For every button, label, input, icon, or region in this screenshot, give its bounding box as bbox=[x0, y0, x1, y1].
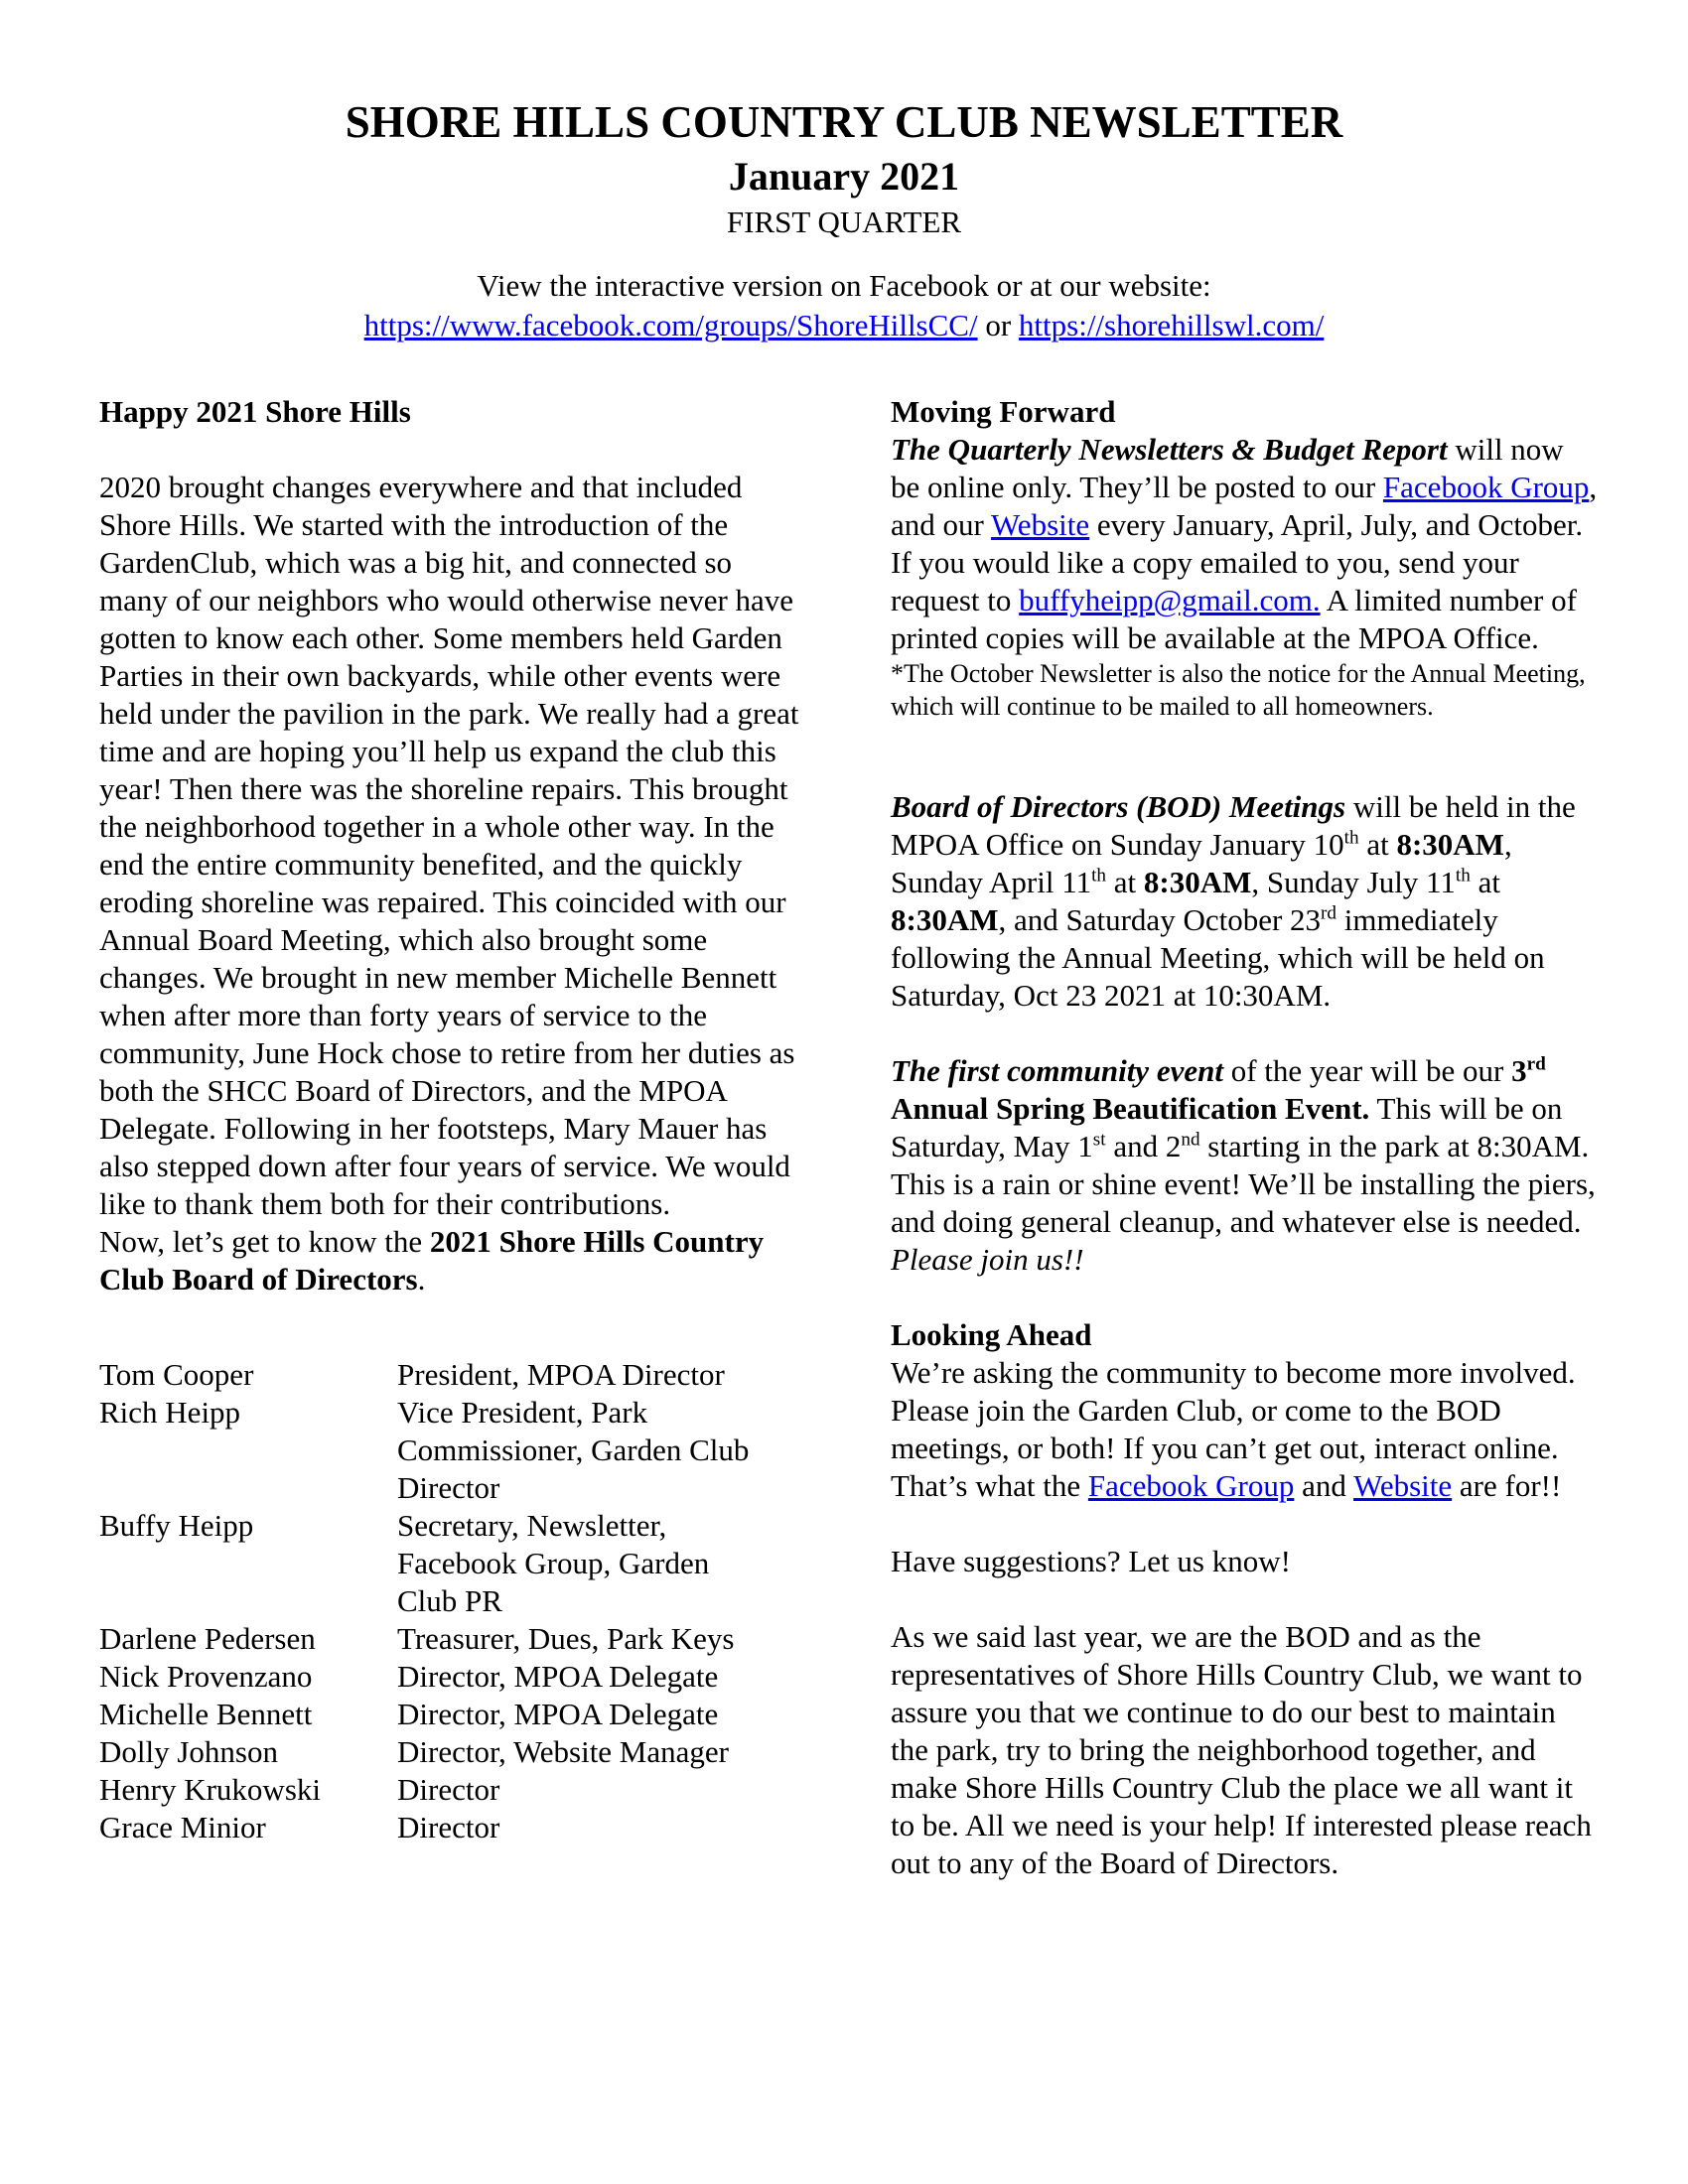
newsletter-title: SHORE HILLS COUNTRY CLUB NEWSLETTER bbox=[345, 97, 1343, 147]
text-run: st bbox=[1092, 1129, 1106, 1151]
director-row bbox=[99, 1620, 804, 1658]
text-run: 8:30AM bbox=[1396, 827, 1504, 862]
text-run: th bbox=[1455, 865, 1471, 887]
director-role: Director bbox=[397, 1772, 500, 1807]
text-run: Board of Directors (BOD) Meetings bbox=[891, 789, 1346, 824]
director-row bbox=[99, 1658, 804, 1696]
director-row bbox=[99, 1696, 804, 1733]
director-row bbox=[99, 1733, 804, 1771]
facebook-group-link[interactable]: Facebook Group bbox=[1382, 470, 1590, 504]
director-name: Michelle Bennett bbox=[99, 1697, 313, 1731]
director-name: Nick Provenzano bbox=[99, 1659, 313, 1694]
newsletter-quarter: FIRST QUARTER bbox=[726, 205, 962, 239]
website-link[interactable]: Website bbox=[991, 507, 1090, 542]
spacer bbox=[891, 1279, 1599, 1316]
bod-meetings-paragraph bbox=[891, 788, 1599, 1015]
text-run: . bbox=[417, 1262, 426, 1297]
intro-line: View the interactive version on Facebook or at our website: bbox=[477, 268, 1211, 303]
intro-links bbox=[0, 306, 1688, 345]
email-link[interactable]: buffyheipp@gmail.com. bbox=[1019, 583, 1321, 617]
director-row bbox=[99, 1771, 804, 1809]
director-name: Tom Cooper bbox=[99, 1357, 254, 1392]
left-column bbox=[99, 393, 804, 1882]
closing-paragraph: As we said last year, we are the BOD and as the representatives of Shore Hills Country Club, we want to assure you that we continue to do our best to maintain the park, try to bring the neighborhood together, and make Shore Hills Country Club the place we all want it to be. All we need is your help! If interested please reach out to any of the Board of Directors. bbox=[891, 1619, 1592, 1880]
director-row bbox=[99, 1809, 804, 1846]
text-run: th bbox=[1091, 865, 1107, 887]
director-row bbox=[99, 1394, 804, 1507]
text-run: A limited number of printed copies will be available at the MPOA Office. bbox=[891, 583, 1577, 655]
happy-2021-paragraph bbox=[99, 469, 804, 1298]
text-run: , Sunday July 11 bbox=[1251, 865, 1456, 899]
director-row bbox=[99, 1356, 804, 1394]
director-role: President, MPOA Director bbox=[397, 1357, 725, 1392]
text-run: , and our bbox=[891, 470, 1598, 542]
text-run: The first community event bbox=[891, 1053, 1223, 1088]
director-role: Director, Website Manager bbox=[397, 1734, 729, 1769]
director-role: Vice President, Park Commissioner, Garden Club Director bbox=[397, 1395, 750, 1505]
director-name: Rich Heipp bbox=[99, 1395, 241, 1430]
text-run: th bbox=[1343, 827, 1359, 849]
director-role: Treasurer, Dues, Park Keys bbox=[397, 1621, 735, 1656]
text-run: at bbox=[1106, 865, 1144, 899]
link-separator: or bbox=[977, 308, 1019, 342]
directors-list bbox=[99, 1356, 804, 1846]
text-run: rd bbox=[1526, 1053, 1546, 1075]
text-run: We’re asking the community to become more involved. Please join the Garden Club, or come to the BOD meetings, or both! If you can’t get out, interact online. That’s what the bbox=[891, 1355, 1576, 1503]
director-name: Henry Krukowski bbox=[99, 1772, 321, 1807]
first-community-event-paragraph bbox=[891, 1052, 1599, 1279]
text-run: 2020 brought changes everywhere and that included Shore Hills. We started with the introduction of the GardenClub, which was a big hit, and connected so many of our neighbors who would otherwise never have gotten to know each other. Some members held Garden Parties in their own backyards, while other events were held under the pavilion in the park. We really had a great time and are hoping you’ll help us expand the club this year! Then there was the shoreline repairs. This brought the neighborhood together in a whole other way. In the end the entire community benefited, and the quickly eroding shoreline was repaired. This coincided with our Annual Board Meeting, which also brought some changes. We brought in new member Michelle Bennett when after more than forty years of service to the community, June Hock chose to retire from her duties as both the SHCC Board of Directors, and the MPOA Delegate. Following in her footsteps, Mary Mauer has also stepped down after four years of service. We would like to thank them both for their contributions. bbox=[99, 470, 799, 1221]
text-run: , and Saturday October 23 bbox=[998, 902, 1322, 937]
text-run: 3 bbox=[1511, 1053, 1527, 1088]
section-heading-happy-2021: Happy 2021 Shore Hills bbox=[99, 394, 411, 429]
text-run: will be held in the MPOA Office on Sunday January 10 bbox=[891, 789, 1576, 862]
director-role: Secretary, Newsletter, Facebook Group, Garden Club PR bbox=[397, 1508, 710, 1618]
facebook-group-link[interactable]: Facebook Group bbox=[1087, 1468, 1295, 1503]
director-role: Director bbox=[397, 1810, 500, 1844]
two-column-body bbox=[99, 393, 1599, 1882]
text-run: 2021 Shore Hills Country Club Board of Directors bbox=[99, 1224, 765, 1297]
spacer bbox=[891, 1580, 1599, 1618]
director-name: Buffy Heipp bbox=[99, 1508, 254, 1543]
spacer bbox=[891, 723, 1599, 788]
text-run: immediately following the Annual Meeting, which will be held on Saturday, Oct 23 2021 at 10:30AM. bbox=[891, 902, 1545, 1013]
text-run: 8:30AM bbox=[891, 902, 999, 937]
director-name: Grace Minior bbox=[99, 1810, 266, 1844]
text-run: rd bbox=[1321, 902, 1337, 924]
website-link[interactable]: Website bbox=[1353, 1468, 1453, 1503]
section-heading-looking-ahead: Looking Ahead bbox=[891, 1317, 1092, 1352]
text-run: every January, April, July, and October. If you would like a copy emailed to you, send your request to bbox=[891, 507, 1584, 617]
director-name: Dolly Johnson bbox=[99, 1734, 278, 1769]
text-run: Please join us!! bbox=[891, 1242, 1084, 1277]
website-url-link[interactable]: https://shorehillswl.com/ bbox=[1018, 308, 1325, 342]
suggestions-line: Have suggestions? Let us know! bbox=[891, 1544, 1291, 1578]
text-run: Now, let’s get to know the bbox=[99, 1224, 430, 1259]
looking-ahead-paragraph bbox=[891, 1354, 1599, 1505]
quarterly-newsletter-paragraph bbox=[891, 431, 1599, 657]
right-column bbox=[891, 393, 1599, 1882]
director-name: Darlene Pedersen bbox=[99, 1621, 316, 1656]
director-role: Director, MPOA Delegate bbox=[397, 1659, 719, 1694]
text-run: of the year will be our bbox=[1222, 1053, 1512, 1088]
newsletter-month: January 2021 bbox=[728, 154, 960, 199]
spacer bbox=[891, 1505, 1599, 1543]
facebook-group-url-link[interactable]: https://www.facebook.com/groups/ShoreHillsCC/ bbox=[363, 308, 978, 342]
text-run: and 2 bbox=[1105, 1129, 1182, 1163]
text-run: Annual Spring Beautification Event. bbox=[891, 1091, 1370, 1126]
text-run: 8:30AM bbox=[1143, 865, 1252, 899]
text-run: This will be on Saturday, May 1 bbox=[891, 1091, 1563, 1163]
text-run: starting in the park at 8:30AM. This is a rain or shine event! We’ll be installing the piers, and doing general cleanup, and whatever else is needed. bbox=[891, 1129, 1596, 1239]
spacer bbox=[99, 431, 804, 469]
director-role: Director, MPOA Delegate bbox=[397, 1697, 719, 1731]
director-row bbox=[99, 1507, 804, 1620]
text-run: nd bbox=[1181, 1129, 1200, 1151]
intro-block bbox=[0, 266, 1688, 345]
section-heading-moving-forward: Moving Forward bbox=[891, 394, 1116, 429]
text-run: The Quarterly Newsletters & Budget Report bbox=[891, 432, 1448, 467]
text-run: at bbox=[1358, 827, 1397, 862]
spacer bbox=[891, 1015, 1599, 1052]
newsletter-header bbox=[0, 0, 1688, 345]
text-run: and bbox=[1294, 1468, 1354, 1503]
text-run: are for!! bbox=[1452, 1468, 1562, 1503]
october-newsletter-note: *The October Newsletter is also the notice for the Annual Meeting, which will continue to be mailed to all homeowners. bbox=[891, 659, 1586, 721]
text-run: at bbox=[1470, 865, 1500, 899]
text-run: , Sunday April 11 bbox=[891, 827, 1512, 899]
text-run: will now be online only. They’ll be posted to our bbox=[891, 432, 1564, 504]
